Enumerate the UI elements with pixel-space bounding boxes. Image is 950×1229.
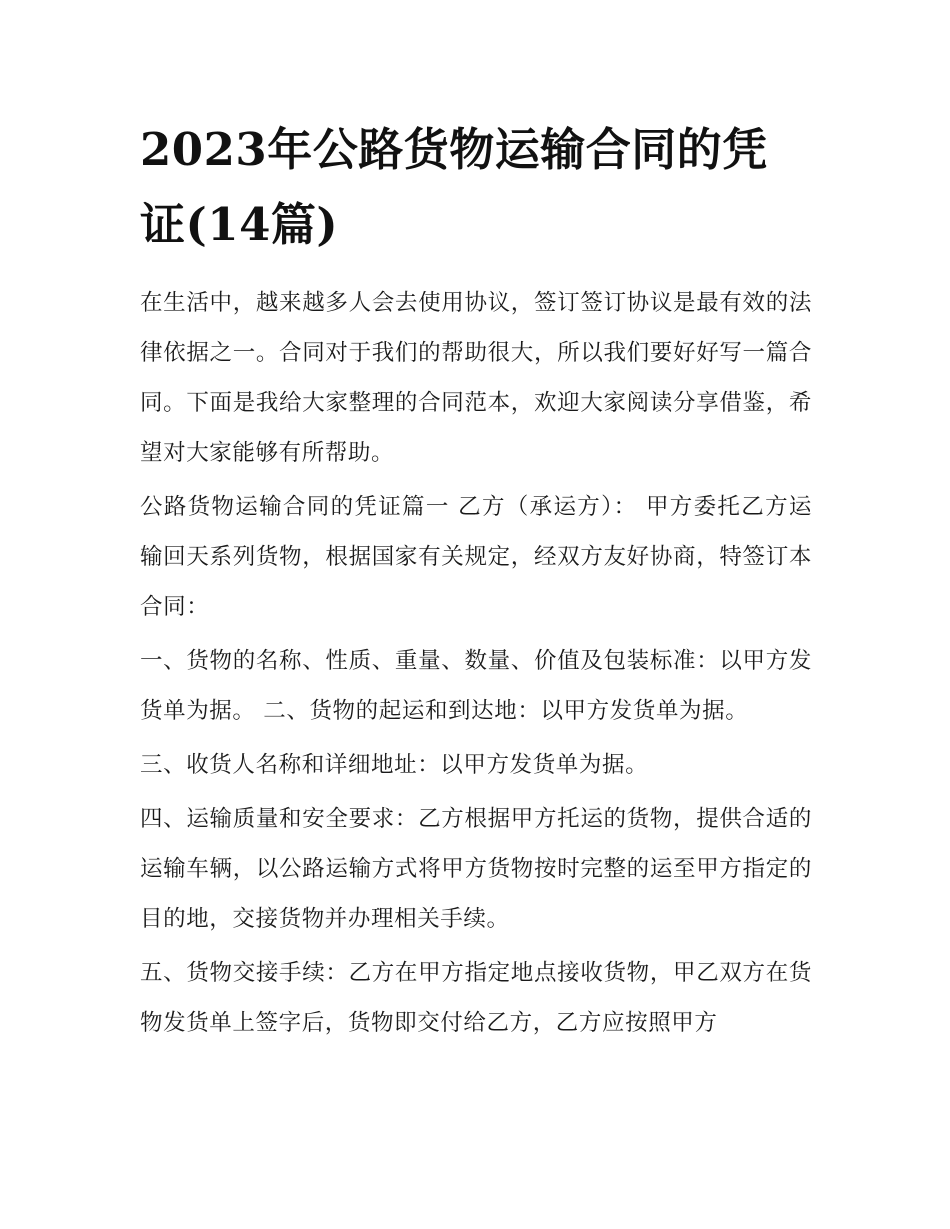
document-title: 2023年公路货物运输合同的凭证(14篇) (140, 123, 768, 251)
paragraph-clause-4: 四、运输质量和安全要求：乙方根据甲方托运的货物，提供合适的运输车辆，以公路运输方式将甲方货物按时完整的运至甲方指定的目的地，交接货物并办理相关手续。 (140, 806, 812, 932)
paragraph-contract-preamble: 公路货物运输合同的凭证篇一 乙方（承运方）： 甲方委托乙方运输回天系列货物，根据国家有关规定，经双方友好协商，特签订本合同： (140, 494, 812, 620)
document-body (140, 112, 812, 1052)
paragraph-clause-3: 三、收货人名称和详细地址：以甲方发货单为据。 (140, 752, 649, 778)
paragraph-clause-5: 五、货物交接手续：乙方在甲方指定地点接收货物，甲乙双方在货物发货单上签字后，货物即交付给乙方，乙方应按照甲方 (140, 960, 812, 1036)
paragraph-intro: 在生活中，越来越多人会去使用协议，签订签订协议是最有效的法律依据之一。合同对于我们的帮助很大，所以我们要好好写一篇合同。下面是我给大家整理的合同范本，欢迎大家阅读分享借鉴，希望对大家能够有所帮助。 (140, 290, 812, 466)
paragraph-clause-1-2: 一、货物的名称、性质、重量、数量、价值及包装标准：以甲方发货单为据。 二、货物的起运和到达地：以甲方发货单为据。 (140, 648, 812, 724)
